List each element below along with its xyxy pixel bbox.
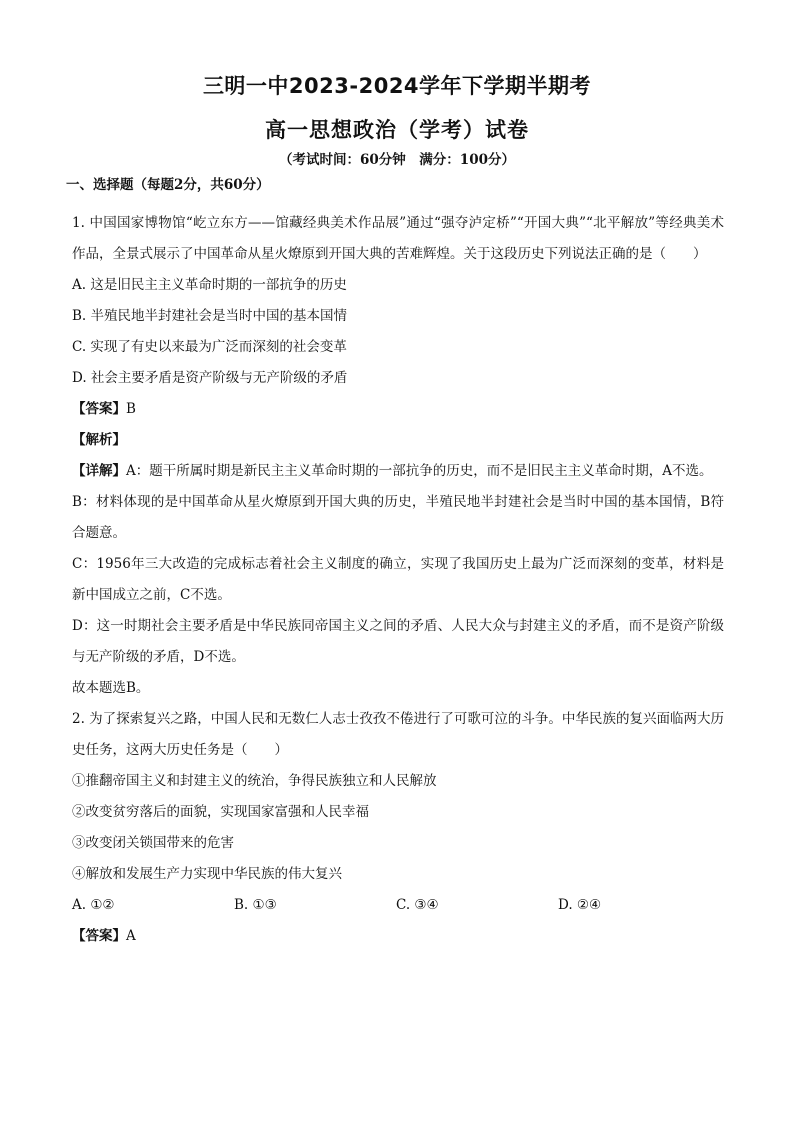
question-1-stem: 1. 中国国家博物馆“屹立东方——馆藏经典美术作品展”通过“强夺泸定桥”“开国大典”“北平解放”等经典美术作品，全景式展示了中国革命从星火燎原到开国大典的苦难辉煌。关于这段历史下列说法正确的是（ ） [72,215,724,262]
question-2-item-1: ①推翻帝国主义和封建主义的统治，争得民族独立和人民解放 [72,773,437,789]
question-2-options [72,890,724,921]
question-1-detail-d: D：这一时期社会主要矛盾是中华民族同帝国主义之间的矛盾、人民大众与封建主义的矛盾，而不是资产阶级与无产阶级的矛盾，D不选。 [72,618,724,665]
exam-content [66,170,724,952]
question-2-answer [72,921,724,952]
question-2-item-4: ④解放和发展生产力实现中华民族的伟大复兴 [72,866,342,882]
question-1-detail-c: C：1956年三大改造的完成标志着社会主义制度的确立，实现了我国历史上最为广泛而深刻的变革，材料是新中国成立之前，C不选。 [72,556,724,603]
question-2-option-d: D. ②④ [558,897,602,913]
detail-a-text: A：题干所属时期是新民主主义革命时期的一部抗争的历史，而不是旧民主主义革命时期，A不选。 [126,463,713,479]
section-heading: 一、选择题（每题2分，共60分） [66,177,270,193]
analysis-label: 【解析】 [72,432,126,448]
question-2-item-3: ③改变闭关锁国带来的危害 [72,835,234,851]
exam-subtitle: 高一思想政治（学考）试卷 [265,118,529,142]
question-1-option-d: D. 社会主要矛盾是资产阶级与无产阶级的矛盾 [72,370,348,386]
question-1-option-c: C. 实现了有史以来最为广泛而深刻的社会变革 [72,339,347,355]
question-2-option-c: C. ③④ [396,897,439,913]
question-2-option-b: B. ①③ [234,897,277,913]
answer-value: B [126,401,136,417]
question-2-item-2: ②改变贫穷落后的面貌，实现国家富强和人民幸福 [72,804,369,820]
question-1-detail-b: B：材料体现的是中国革命从星火燎原到开国大典的历史，半殖民地半封建社会是当时中国的基本国情，B符合题意。 [72,494,724,541]
question-2-option-a: A. ①② [72,897,115,913]
exam-info: （考试时间：60分钟 满分：100分） [279,152,515,168]
question-1-answer [72,394,724,425]
answer-label: 【答案】 [72,401,126,417]
answer-label: 【答案】 [72,928,126,944]
question-1-conclusion: 故本题选B。 [72,680,150,696]
detail-label: 【详解】 [72,463,126,479]
question-2-stem: 2. 为了探索复兴之路，中国人民和无数仁人志士孜孜不倦进行了可歌可泣的斗争。中华民族的复兴面临两大历史任务，这两大历史任务是（ ） [72,711,724,758]
question-1-option-a: A. 这是旧民主主义革命时期的一部抗争的历史 [72,277,347,293]
answer-value: A [126,928,136,944]
exam-title: 三明一中2023-2024学年下学期半期考 [202,74,592,98]
question-1-option-b: B. 半殖民地半封建社会是当时中国的基本国情 [72,308,348,324]
question-1-detail-a [72,456,724,487]
